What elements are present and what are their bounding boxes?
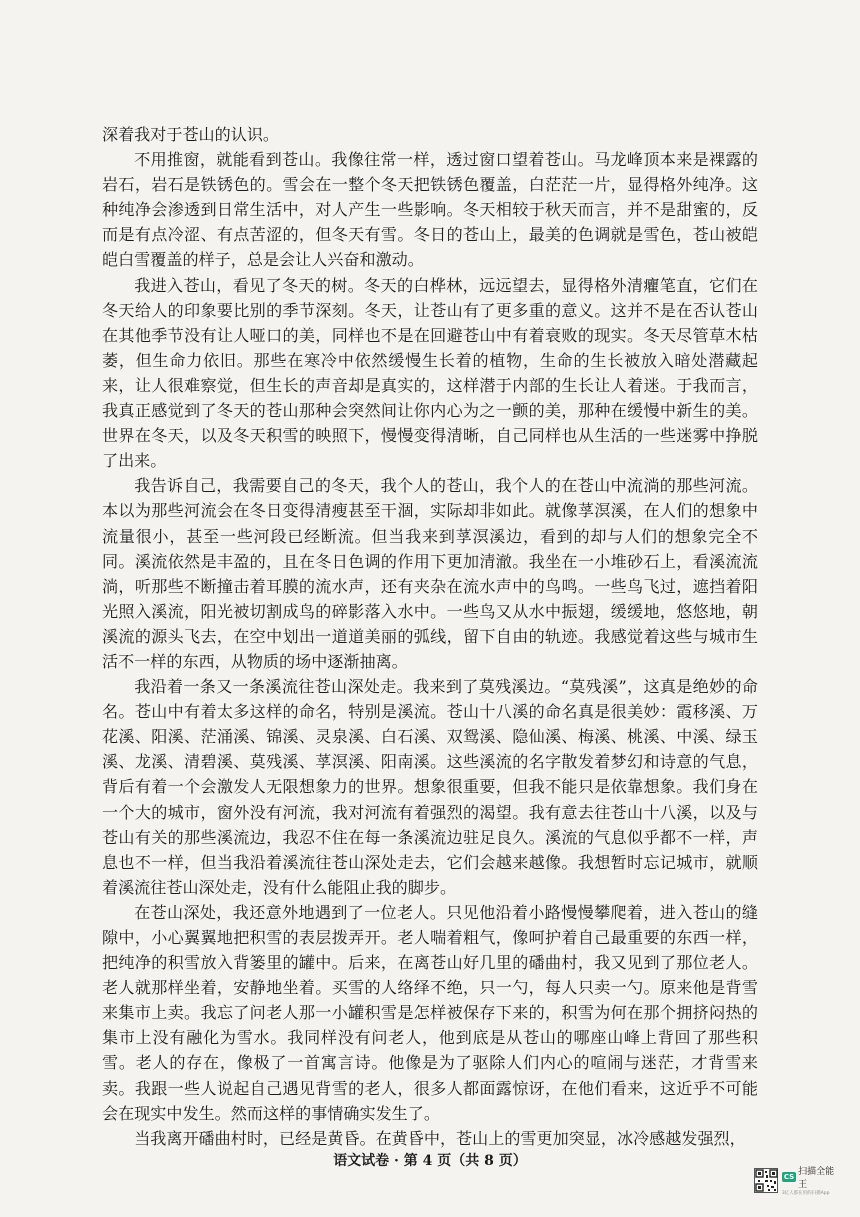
article-paragraph: 在苍山深处，我还意外地遇到了一位老人。只见他沿着小路慢慢攀爬着，进入苍山的缝隙中，小心翼翼地把积雪的表层拨弄开。老人喘着粗气，像呵护着自己最重要的东西一样，把纯净的积雪放入背篓里的罐中。后来，在离苍山好几里的磻曲村，我又见到了那位老人。老人就那样坐着，安静地坐着。买雪的人络绎不绝，只一勺，每人只卖一勺。原来他是背雪来集市上卖。我忘了问老人那一小罐积雪是怎样被保存下来的，积雪为何在那个拥挤闷热的集市上没有融化为雪水。我同样没有问老人，他到底是从苍山的哪座山峰上背回了那些积雪。老人的存在，像极了一首寓言诗。他像是为了驱除人们内心的喧闹与迷茫，才背雪来卖。我跟一些人说起自己遇见背雪的老人，很多人都面露惊讶，在他们看来，这近乎不可能会在现实中发生。然而这样的事情确实发生了。 [102, 902, 758, 1123]
article-paragraph: 我告诉自己，我需要自己的冬天，我个人的苍山，我个人的在苍山中流淌的那些河流。本以为那些河流会在冬日变得清瘦甚至干涸，实际却非如此。就像莩溟溪，在人们的想象中流量很小，甚至一些河段已经断流。但当我来到莩溟溪边，看到的却与人们的想象完全不同。溪流依然是丰盈的，且在冬日色调的作用下更加清澈。我坐在一小堆砂石上，看溪流流淌，听那些不断撞击着耳膜的流水声，还有夹杂在流水声中的鸟鸣。一些鸟飞过，遮挡着阳光照入溪流，阳光被切割成鸟的碎影落入水中。一些鸟又从水中振翅，缓缓地，悠悠地，朝溪流的源头飞去，在空中划出一道道美丽的弧线，留下自由的轨迹。我感觉着这些与城市生活不一样的东西，从物质的场中逐渐抽离。 [102, 476, 758, 671]
article-body [102, 122, 758, 1151]
article-paragraph: 不用推窗，就能看到苍山。我像往常一样，透过窗口望着苍山。马龙峰顶本来是裸露的岩石，岩石是铁锈色的。雪会在一整个冬天把铁锈色覆盖，白茫茫一片，显得格外纯净。这种纯净会渗透到日常生活中，对人产生一些影响。冬天相较于秋天而言，并不是甜蜜的，反而是有点冷涩、有点苦涩的，但冬天有雪。冬日的苍山上，最美的色调就是雪色，苍山被皑皑白雪覆盖的样子，总是会让人兴奋和激动。 [102, 150, 758, 270]
article-paragraph: 深着我对于苍山的认识。 [102, 125, 280, 144]
scanner-watermark [754, 1163, 840, 1197]
page-footer: 语文试卷 · 第 4 页（共 8 页） [333, 1153, 527, 1169]
watermark-tagline: 3亿人都在用的扫描App [781, 1191, 830, 1196]
article-paragraph: 我沿着一条又一条溪流往苍山深处走。我来到了莫残溪边。“莫残溪”，这真是绝妙的命名。苍山中有着太多这样的命名，特别是溪流。苍山十八溪的命名真是很美妙：霞移溪、万花溪、阳溪、茫涌溪、锦溪、灵泉溪、白石溪、双鸳溪、隐仙溪、梅溪、桃溪、中溪、绿玉溪、龙溪、清碧溪、莫残溪、莩溟溪、阳南溪。这些溪流的名字散发着梦幻和诗意的气息，背后有着一个会激发人无限想象力的世界。想象很重要，但我不能只是依靠想象。我们身在一个大的城市，窗外没有河流，我对河流有着强烈的渴望。我有意去往苍山十八溪，以及与苍山有关的那些溪流边，我忍不住在每一条溪流边驻足良久。溪流的气息似乎都不一样，声息也不一样，但当我沿着溪流往苍山深处走去，它们会越来越像。我想暂时忘记城市，就顺着溪流往苍山深处走，没有什么能阻止我的脚步。 [102, 677, 758, 897]
watermark-app-name: 扫描全能王 [798, 1167, 835, 1190]
article-paragraph: 我进入苍山，看见了冬天的树。冬天的白桦林，远远望去，显得格外清癯笔直，它们在冬天给人的印象要比别的季节深刻。冬天，让苍山有了更多重的意义。这并不是在否认苍山在其他季节没有让人哑口的美，同样也不是在回避苍山中有着衰败的现实。冬天尽管草木枯萎，但生命力依旧。那些在寒冷中依然缓慢生长着的植物，生命的生长被放入暗处潜藏起来，让人很难察觉，但生长的声音却是真实的，这样潜于内部的生长让人着迷。于我而言，我真正感觉到了冬天的苍山那种会突然间让你内心为之一颤的美，那种在缓慢中新生的美。世界在冬天，以及冬天积雪的映照下，慢慢变得清晰，自己同样也从生活的一些迷雾中挣脱了出来。 [102, 275, 758, 471]
camscanner-logo-icon: CS [783, 1173, 795, 1181]
qr-code-icon [754, 1168, 778, 1193]
article-paragraph: 当我离开磻曲村时，已经是黄昏。在黄昏中，苍山上的雪更加突显，冰冷感越发强烈， [134, 1128, 746, 1148]
